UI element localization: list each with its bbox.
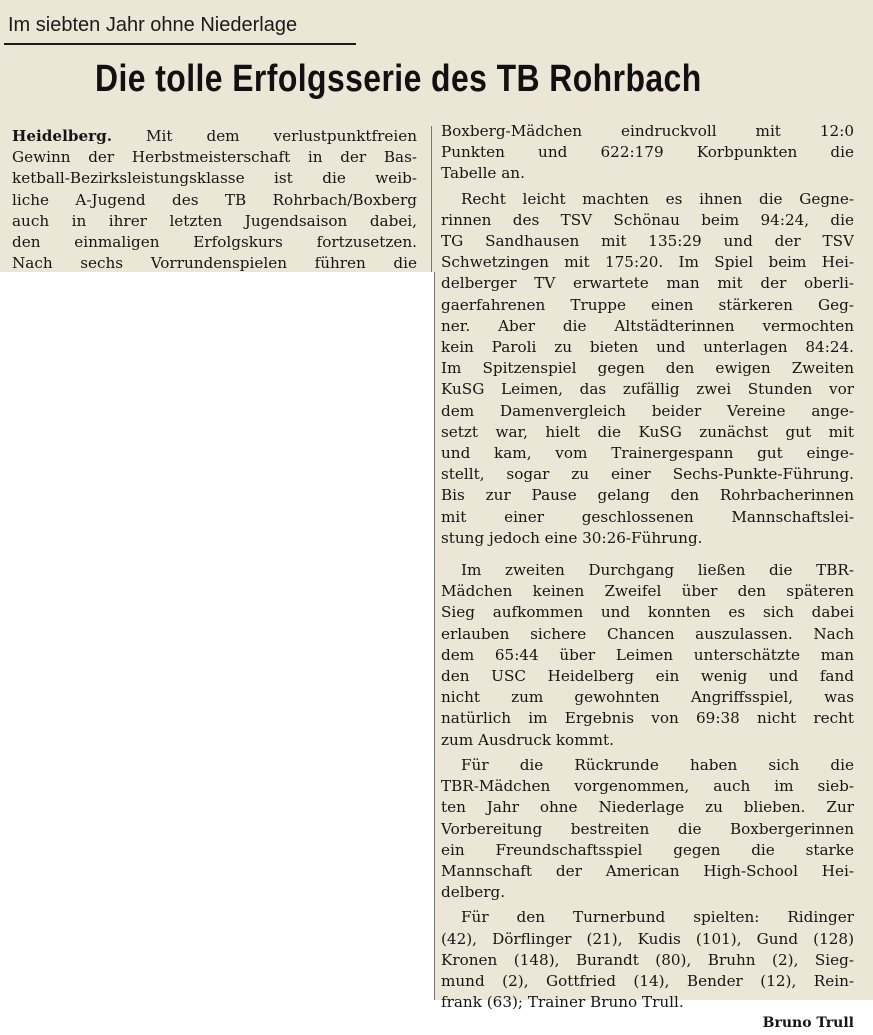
text-line: gaerfahrenen Truppe einen stärkeren Geg- [441, 295, 854, 314]
text-line: TBR-Mädchen vorgenommen, auch im sieb- [441, 777, 854, 796]
text-line: auch in ihrer letzten Jugendsaison dabei, [12, 211, 417, 230]
text-line: nicht zum gewohnten Angriffsspiel, was [441, 688, 854, 707]
text-line: stellt, sogar zu einer Sechs-Punkte-Führung. [441, 465, 854, 484]
text-line: und kam, vom Trainergespann gut einge- [441, 444, 854, 463]
text-line: mit einer geschlossenen Mannschaftslei- [441, 507, 854, 526]
text-line: frank (63); Trainer Bruno Trull. [441, 993, 684, 1012]
text-line: ketball-Bezirksleistungsklasse ist die weib- [12, 169, 417, 188]
text-line: den einmaligen Erfolgskurs fortzusetzen. [12, 233, 417, 252]
dateline: Heidelberg. [12, 127, 113, 145]
text-line: erlauben sichere Chancen auszulassen. Nach [441, 624, 854, 643]
headline: Die tolle Erfolgsserie des TB Rohrbach [95, 58, 702, 100]
column-divider-bottom [434, 272, 435, 1000]
text-line: ein Freundschaftsspiel gegen die starke [441, 840, 854, 859]
text-line: Boxberg-Mädchen eindruckvoll mit 12:0 [441, 122, 854, 140]
text-line: Schwetzingen mit 175:20. Im Spiel beim Hei- [441, 253, 854, 272]
text-line: liche A-Jugend des TB Rohrbach/Boxberg [12, 190, 417, 209]
text-line: den USC Heidelberg ein wenig und fand [441, 667, 854, 686]
text-line: Mädchen keinen Zweifel über den späteren [441, 582, 854, 601]
text-line: dem Damenvergleich beider Vereine ange- [441, 401, 854, 420]
text-line: delberg. [441, 883, 506, 902]
text-line: ner. Aber die Altstädterinnen vermochten [441, 316, 854, 335]
paragraph-gap [441, 549, 854, 560]
column-2 [441, 121, 854, 1035]
text-line: Vorbereitung bestreiten die Boxbergerinnen [441, 819, 854, 838]
text-line: Mannschaft der American High-School Hei- [441, 861, 854, 880]
text-line-rest: Mit dem verlustpunktfreien [112, 127, 417, 145]
text-line: (42), Dörflinger (21), Kudis (101), Gund (128) [441, 929, 854, 948]
column-1 [12, 126, 417, 274]
kicker: Im siebten Jahr ohne Niederlage [8, 14, 298, 36]
text-line: Punkten und 622:179 Korbpunkten die [441, 143, 854, 162]
text-line: Für die Rückrunde haben sich die [461, 755, 854, 774]
text-line: mund (2), Gottfried (14), Bender (12), Rein- [441, 971, 854, 990]
text-line: zum Ausdruck kommt. [441, 730, 614, 749]
text-line: Recht leicht machten es ihnen die Gegne- [461, 189, 854, 208]
byline: Bruno Trull [762, 1015, 854, 1032]
text-line: Kronen (148), Burandt (80), Bruhn (2), Sieg- [441, 950, 854, 969]
text-line [12, 126, 417, 147]
text-line: stung jedoch eine 30:26-Führung. [441, 528, 703, 547]
text-line: natürlich im Ergebnis von 69:38 nicht recht [441, 709, 854, 728]
column-divider-top [431, 126, 432, 272]
text-line: dem 65:44 über Leimen unterschätzte man [441, 645, 854, 664]
text-line: Bis zur Pause gelang den Rohrbacherinnen [441, 486, 854, 505]
text-line: Im Spitzenspiel gegen den ewigen Zweiten [441, 359, 854, 378]
text-line: Tabelle an. [441, 164, 525, 183]
text-line: ten Jahr ohne Niederlage zu blieben. Zur [441, 798, 854, 817]
text-line: delberger TV erwartete man mit der oberli- [441, 274, 854, 293]
text-line: rinnen des TSV Schönau beim 94:24, die [441, 210, 854, 229]
text-line: Sieg aufkommen und konnten es sich dabei [441, 603, 854, 622]
text-line: KuSG Leimen, das zufällig zwei Stunden vor [441, 380, 854, 399]
text-line: TG Sandhausen mit 135:29 und der TSV [441, 232, 854, 251]
text-line: Für den Turnerbund spielten: Ridinger [461, 908, 854, 927]
text-line: Gewinn der Herbstmeisterschaft in der Bas- [12, 148, 417, 167]
text-line: setzt war, hielt die KuSG zunächst gut mit [441, 422, 854, 441]
text-line: Im zweiten Durchgang ließen die TBR- [461, 561, 854, 580]
text-line: Nach sechs Vorrundenspielen führen die [12, 254, 417, 273]
kicker-underline [4, 43, 356, 45]
text-line: kein Paroli zu bieten und unterlagen 84:24. [441, 338, 854, 357]
